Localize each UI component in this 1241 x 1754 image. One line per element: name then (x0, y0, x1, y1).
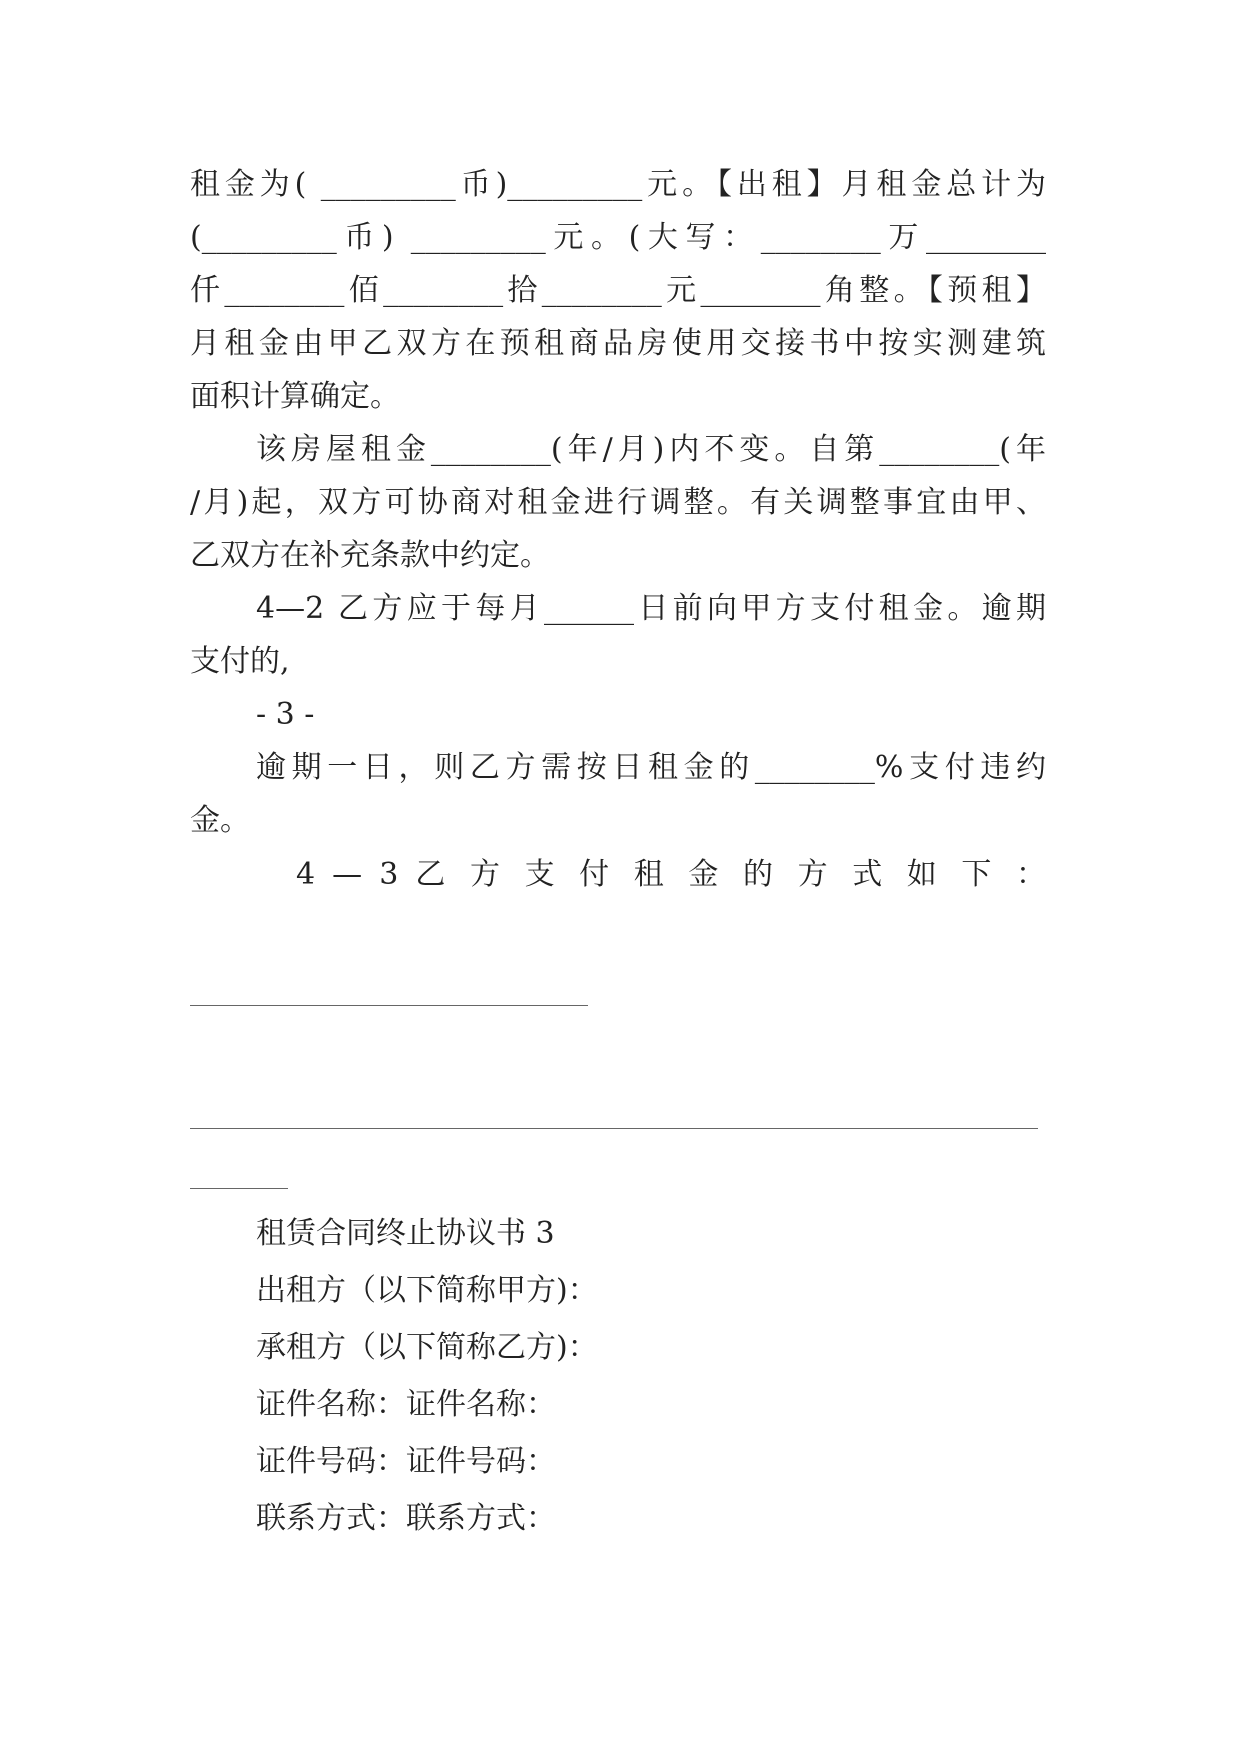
body-line-11: 逾期一日，则乙方需按日租金的________%支付违约 (256, 750, 1046, 785)
body-line-1: 租金为( _________币)_________元。【出租】月租金总计为 (190, 167, 1046, 202)
body-line-9: 4—2 乙方应于每月______日前向甲方支付租金。逾期 (256, 591, 1046, 626)
body-line-4: 月租金由甲乙双方在预租商品房使用交接书中按实测建筑 (190, 326, 1046, 361)
body-line-3: 仟________佰________拾________元________角整。【预租】 (190, 273, 1046, 308)
body-line-6: 该房屋租金________(年/月)内不变。自第________(年 (256, 432, 1046, 467)
id-number-line: 证件号码：证件号码： (256, 1444, 556, 1479)
contact-line: 联系方式：联系方式： (256, 1501, 556, 1536)
body-line-8: 乙双方在补充条款中约定。 (190, 538, 550, 573)
lessor-line: 出租方（以下简称甲方)： (256, 1273, 598, 1308)
body-line-13: 4 — 3 乙 方 支 付 租 金 的 方 式 如 下 ： (296, 857, 1046, 892)
body-line-5: 面积计算确定。 (190, 379, 400, 414)
body-line-2: (_________币) _________元。(大写：________万________ (190, 220, 1046, 255)
blank-line-long (190, 1128, 1038, 1129)
id-name-line: 证件名称：证件名称： (256, 1387, 556, 1422)
page-number: - 3 - (256, 697, 315, 732)
blank-line-tail (190, 1188, 288, 1189)
agreement-title: 租赁合同终止协议书 3 (256, 1216, 555, 1251)
blank-line-short (190, 1005, 588, 1006)
lessee-line: 承租方（以下简称乙方)： (256, 1330, 598, 1365)
body-line-12: 金。 (190, 803, 250, 838)
body-line-10: 支付的, (190, 644, 290, 679)
body-line-7: /月)起，双方可协商对租金进行调整。有关调整事宜由甲、 (190, 485, 1046, 520)
